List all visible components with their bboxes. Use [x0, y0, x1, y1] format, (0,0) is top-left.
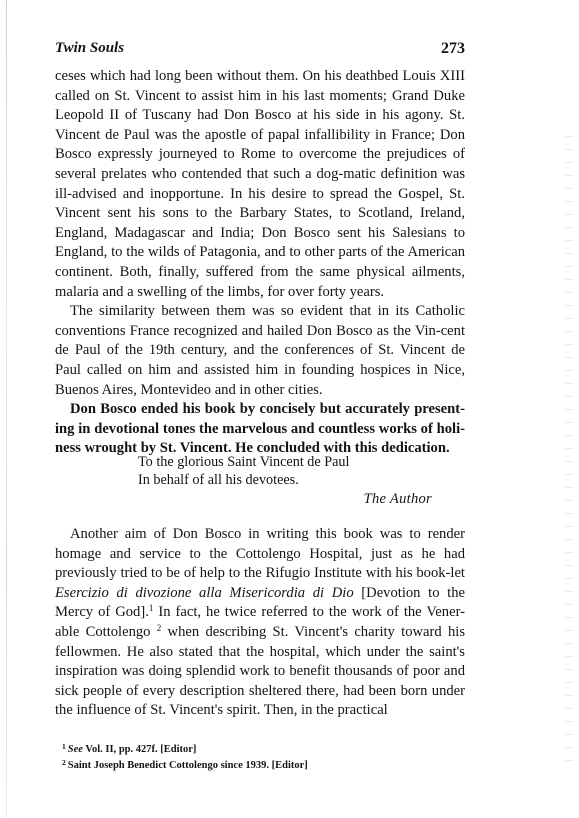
footnote-2 [62, 756, 462, 772]
footnote-mark-2: 2 [62, 758, 66, 767]
paragraph-1: ceses which had long been without them. On his deathbed Louis XIII called on St. Vincent to assist him in his last moments; Grand Duke Leopold II of Tuscany had Don Bosco at his side in his agony. St. Vincent de Paul was the apostle of papal infallibility in France; Don Bosco expressly journeyed to Rome to overcome the prejudices of several prelates who contended that such a dog-matic definition was ill-advised and inopportune. In his desire to spread the Gospel, St. Vincent sent his sons to the Barbary States, to Scotland, Ireland, England, Madagascar and India; Don Bosco sent his Salesians to England, to the wilds of Patagonia, and to other parts of the American continent. Both, finally, suffered from the same physical ailments, malaria and a swelling of the limbs, for over forty years. [55, 68, 465, 300]
footnote-1-text: Vol. II, pp. 427f. [Editor] [82, 744, 197, 755]
body-text [55, 67, 465, 459]
body-text-2 [55, 525, 465, 721]
paragraph-3: Don Bosco ended his book by concisely but accurately present-ing in devotional tones the marvelous and countless works of holi-ness wrought by St. Vincent. He concluded with this dedication. [55, 401, 465, 457]
book-title: Esercizio di divozione alla Misericordia di Dio [55, 584, 354, 601]
page-header [55, 40, 465, 62]
paragraph-4 [55, 525, 465, 721]
paragraph-4-part-1: Another aim of Don Bosco in writing this book was to render homage and service to the Cottolengo Hospital, just as he had previously tried to be of help to the Rifugio Institute with his book-let [55, 526, 465, 582]
scan-edge-right [565, 130, 573, 770]
paragraph-4-part-4: when describing St. Vincent's charity toward his fellowmen. He also stated that the hospital, which under the saint's inspiration was doing splendid work to benefit thousands of poor and sick people of every description sheltered there, had been born under the influence of St. Vincent's spirit. Then, in the practical [55, 623, 465, 719]
footnote-ref-1[interactable]: 1 [148, 603, 154, 614]
page-number: 273 [441, 40, 465, 57]
paragraph-4-part-3: In fact, he twice referred to the work of the Vener-able Cottolengo [55, 604, 465, 640]
footnotes [62, 740, 462, 772]
footnote-2-text: Saint Joseph Benedict Cottolengo since 1939. [Editor] [67, 760, 308, 771]
dedication-signature: The Author [363, 491, 432, 507]
footnote-ref-2[interactable]: 2 [156, 622, 162, 633]
dedication-line-2: In behalf of all his devotees. [138, 472, 299, 488]
dedication-line-1: To the glorious Saint Vincent de Paul [138, 454, 350, 470]
scan-edge-left [6, 0, 7, 818]
running-head: Twin Souls [55, 40, 125, 56]
footnote-see: See [67, 744, 83, 755]
paragraph-4-part-2: [Devotion to the Mercy of God]. [55, 584, 465, 621]
dedication [138, 453, 438, 489]
paragraph-2: The similarity between them was so evident that in its Catholic conventions France recognized and hailed Don Bosco as the Vin-cent de Paul of the 19th century, and the conferences of St. Vincent de Paul called on him and assisted him in founding hospices in Nice, Buenos Aires, Montevideo and in other cities. [55, 303, 465, 398]
footnote-1 [62, 740, 462, 756]
footnote-mark-1: 1 [62, 742, 66, 751]
